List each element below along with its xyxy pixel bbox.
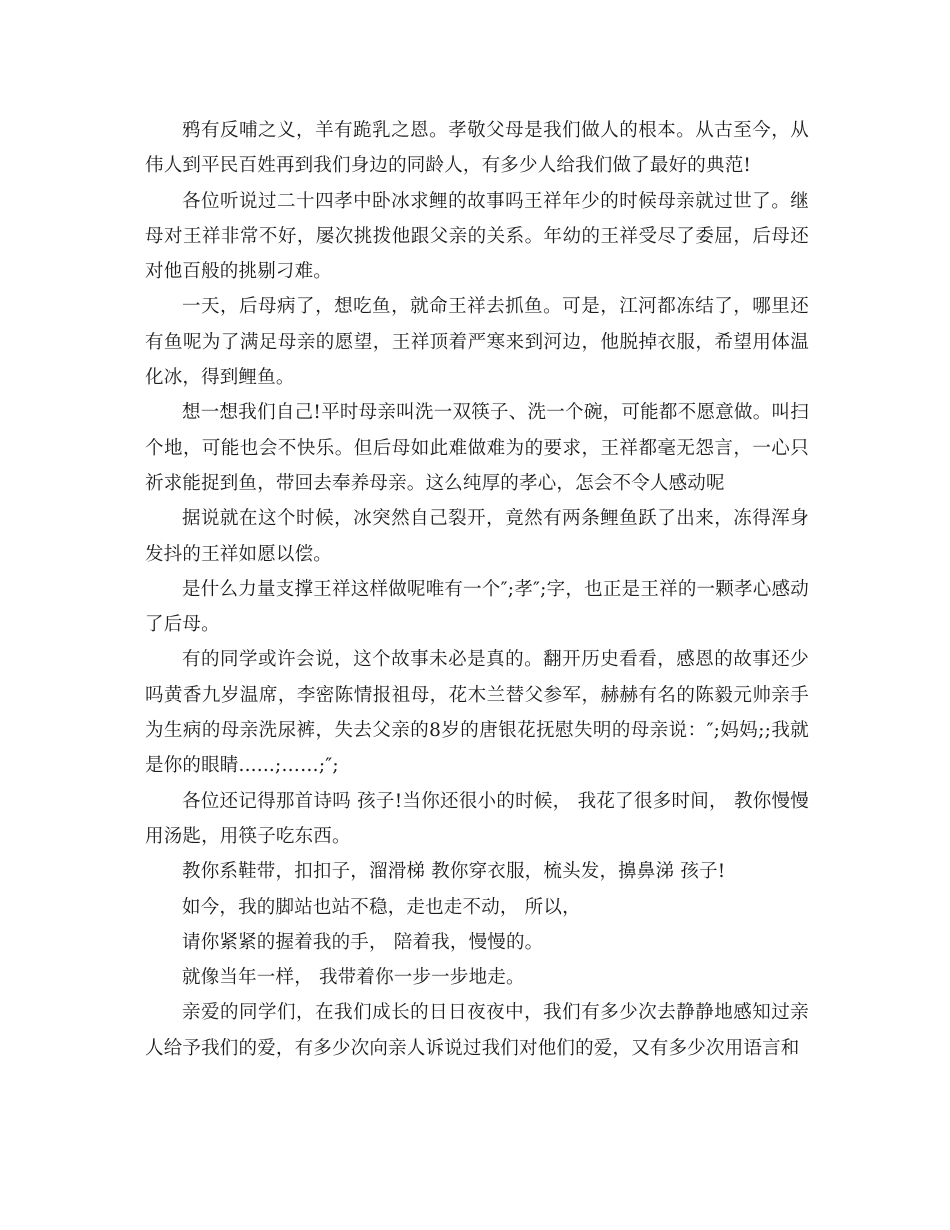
paragraph-9: 教你系鞋带，扣扣子，溜滑梯 教你穿衣服，梳头发，擤鼻涕 孩子!: [182, 861, 726, 883]
paragraph-4: 想一想我们自己!平时母亲叫洗一双筷子、洗一个碗，可能都不愿意做。叫扫个地，可能也会不快乐。但后母如此难做难为的要求，王祥都毫无怨言，一心只祈求能捉到鱼，带回去奉养母亲。这么纯厚的孝心，怎会不令人感动呢: [145, 402, 809, 494]
paragraph-12: 就像当年一样， 我带着你一步一步地走。: [182, 967, 525, 989]
document-body: [145, 113, 809, 1066]
paragraph-1: 鸦有反哺之义，羊有跪乳之恩。孝敬父母是我们做人的根本。从古至今，从伟人到平民百姓再到我们身边的同龄人，有多少人给我们做了最好的典范!: [145, 120, 809, 177]
paragraph-10: 如今，我的脚站也站不稳，走也走不动， 所以，: [182, 896, 581, 918]
paragraph-3: 一天，后母病了，想吃鱼，就命王祥去抓鱼。可是，江河都冻结了，哪里还有鱼呢为了满足母亲的愿望，王祥顶着严寒来到河边，他脱掉衣服，希望用体温化冰，得到鲤鱼。: [145, 296, 809, 389]
paragraph-8: 各位还记得那首诗吗 孩子!当你还很小的时候， 我花了很多时间， 教你慢慢用汤匙，用筷子吃东西。: [145, 790, 809, 847]
paragraph-11: 请你紧紧的握着我的手， 陪着我，慢慢的。: [182, 931, 544, 953]
paragraph-7: 有的同学或许会说，这个故事未必是真的。翻开历史看看，感恩的故事还少吗黄香九岁温席，李密陈情报祖母，花木兰替父参军，赫赫有名的陈毅元帅亲手为生病的母亲洗尿裤，失去父亲的8岁的唐银花抚慰失明的母亲说：″;妈妈;;我就是你的眼睛......;……;″;: [145, 649, 809, 777]
paragraph-6: 是什么力量支撑王祥这样做呢唯有一个″;孝″;字，也正是王祥的一颗孝心感动了后母。: [145, 578, 809, 636]
paragraph-13: 亲爱的同学们，在我们成长的日日夜夜中，我们有多少次去静静地感知过亲人给予我们的爱，有多少次向亲人诉说过我们对他们的爱，又有多少次用语言和: [145, 1002, 809, 1059]
paragraph-2: 各位听说过二十四孝中卧冰求鲤的故事吗王祥年少的时候母亲就过世了。继母对王祥非常不好，屡次挑拨他跟父亲的关系。年幼的王祥受尽了委屈，后母还对他百般的挑剔刁难。: [145, 190, 809, 283]
paragraph-5: 据说就在这个时候，冰突然自己裂开，竟然有两条鲤鱼跃了出来，冻得浑身发抖的王祥如愿以偿。: [145, 508, 809, 565]
